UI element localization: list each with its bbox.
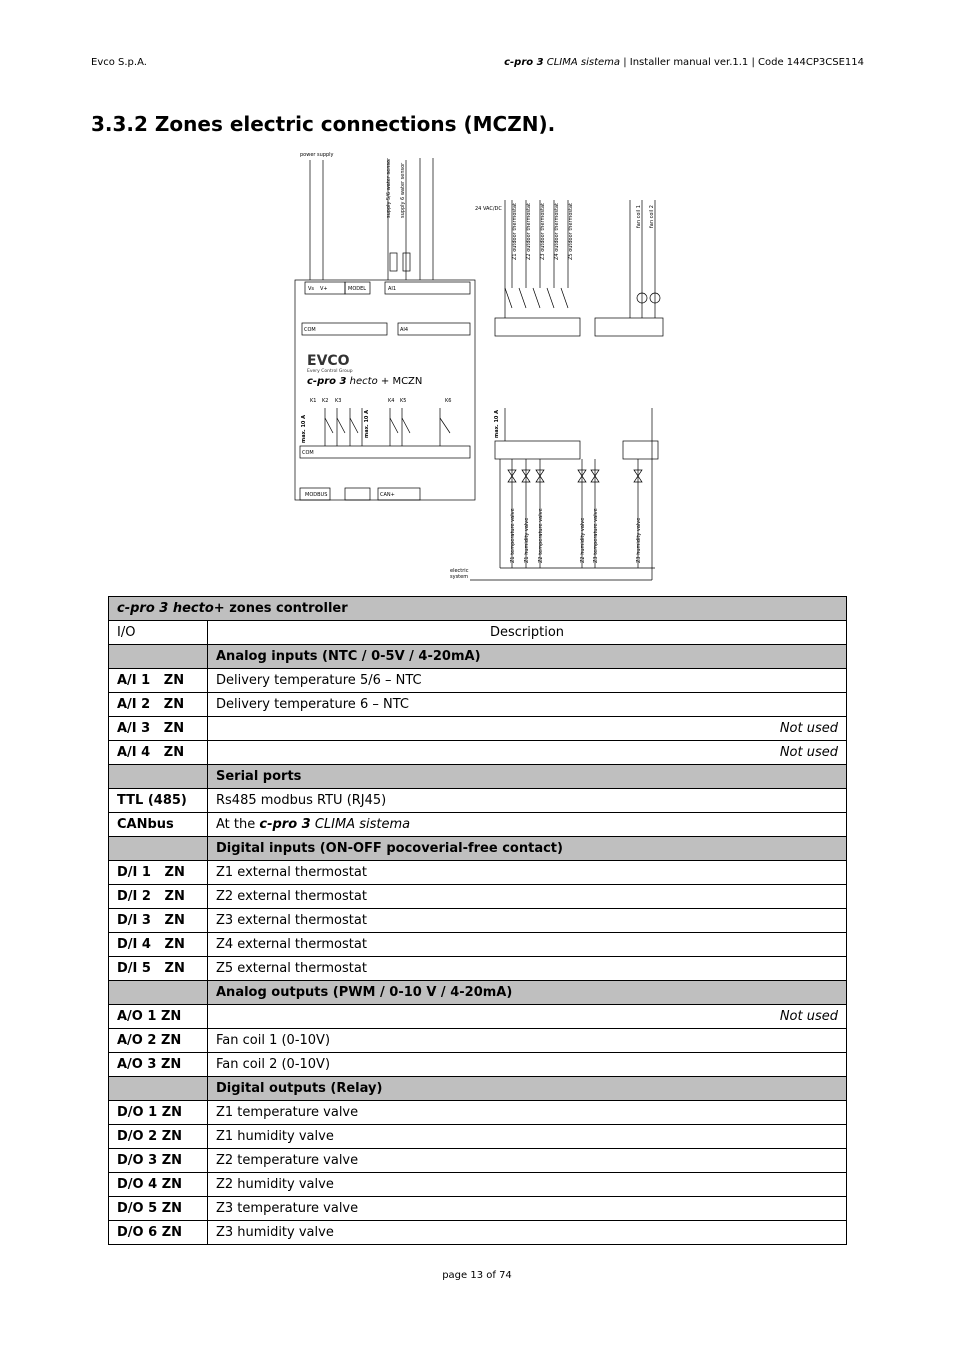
terminal-com: COM (304, 327, 316, 333)
product-italic: hecto (346, 376, 378, 387)
valve-label-2: Z1 humidity valve (524, 517, 530, 563)
io-cell: A/I 3 ZN (109, 717, 208, 741)
terminal-top-right: AI1 (388, 286, 397, 292)
max-label-right: max. 10 A (494, 409, 500, 438)
relay-terminal-com: COM (302, 450, 314, 456)
description-cell: Delivery temperature 6 – NTC (208, 693, 847, 717)
section-row (109, 981, 847, 1005)
header-manual-info (504, 57, 864, 68)
table-row (109, 1029, 847, 1053)
terminal-model: MODEL (348, 286, 367, 292)
table-row (109, 1101, 847, 1125)
table-row (109, 669, 847, 693)
description-cell: Z3 temperature valve (208, 1197, 847, 1221)
valve-label-6: Z3 humidity valve (636, 517, 642, 563)
description-cell: Z2 temperature valve (208, 1149, 847, 1173)
description-cell: Z3 external thermostat (208, 909, 847, 933)
thermostat-label-4: Z4 outdoor thermostat (554, 202, 560, 260)
table-row (109, 909, 847, 933)
relay6-terminal-block-right (623, 441, 658, 459)
description-cell: Rs485 modbus RTU (RJ45) (208, 789, 847, 813)
desc-brand: c-pro 3 (259, 816, 311, 832)
thermostat-label-1: Z1 outdoor thermostat (512, 202, 518, 260)
table-title (109, 597, 847, 621)
description-cell: Not used (208, 741, 847, 765)
section-row (109, 645, 847, 669)
table-row (109, 1149, 847, 1173)
io-cell: D/O 3 ZN (109, 1149, 208, 1173)
description-cell (208, 813, 847, 837)
modbus-label: MODBUS (305, 492, 328, 498)
product-bold: c-pro 3 (307, 376, 347, 387)
section-heading: Analog inputs (NTC / 0-5V / 4-20mA) (208, 645, 847, 669)
page-number: page 13 of 74 (442, 1270, 512, 1281)
table-row (109, 1053, 847, 1077)
relay-k4: K4 (388, 398, 395, 404)
description-cell: Z1 humidity valve (208, 1125, 847, 1149)
section-heading: Digital outputs (Relay) (208, 1077, 847, 1101)
relay-terminal-block-right (495, 441, 580, 459)
table-title-product: c-pro 3 hecto (117, 600, 214, 616)
description-cell: Z4 external thermostat (208, 933, 847, 957)
table-row (109, 933, 847, 957)
io-cell: A/O 3 ZN (109, 1053, 208, 1077)
description-cell: Not used (208, 1005, 847, 1029)
table-row (109, 1005, 847, 1029)
product-rest: + MCZN (377, 376, 423, 387)
thermostat-label-5: Z5 outdoor thermostat (568, 202, 574, 260)
section-title: 3.3.2 Zones electric connections (MCZN). (91, 112, 556, 136)
io-cell: D/I 5 ZN (109, 957, 208, 981)
io-cell: A/O 2 ZN (109, 1029, 208, 1053)
sensor-label-2: supply 6 water sensor (400, 162, 406, 218)
thermostat-label-2: Z2 outdoor thermostat (526, 202, 532, 260)
description-cell: Z5 external thermostat (208, 957, 847, 981)
io-cell: D/O 6 ZN (109, 1221, 208, 1245)
description-cell: Not used (208, 717, 847, 741)
table-row (109, 693, 847, 717)
io-cell: CANbus (109, 813, 208, 837)
section-blank-cell (109, 981, 208, 1005)
description-cell: Z2 humidity valve (208, 1173, 847, 1197)
electric-system-label-2: system (450, 574, 469, 580)
valve-label-1: Z1 temperature valve (510, 508, 516, 563)
description-cell: Fan coil 1 (0-10V) (208, 1029, 847, 1053)
table-row (109, 861, 847, 885)
table-row (109, 957, 847, 981)
relay-k1: K1 (310, 398, 317, 404)
power-supply-label: power supply (300, 152, 334, 158)
col-io-header: I/O (109, 621, 208, 645)
col-desc-header: Description (208, 621, 847, 645)
table-row (109, 1125, 847, 1149)
section-blank-cell (109, 645, 208, 669)
section-row (109, 765, 847, 789)
io-cell: A/O 1 ZN (109, 1005, 208, 1029)
io-cell: D/O 4 ZN (109, 1173, 208, 1197)
section-row (109, 1077, 847, 1101)
valve-label-3: Z2 temperature valve (538, 508, 544, 563)
section-heading: Serial ports (208, 765, 847, 789)
terminal-vplus: V+ (320, 286, 328, 292)
relay-k2: K2 (322, 398, 329, 404)
section-blank-cell (109, 1077, 208, 1101)
table-title-rest: + zones controller (213, 600, 348, 616)
description-cell: Z1 temperature valve (208, 1101, 847, 1125)
table-row (109, 1173, 847, 1197)
controller-box (295, 280, 475, 500)
io-cell: D/O 1 ZN (109, 1101, 208, 1125)
io-cell: A/I 2 ZN (109, 693, 208, 717)
table-row (109, 813, 847, 837)
description-cell: Fan coil 2 (0-10V) (208, 1053, 847, 1077)
max-label-left: max. 10 A (301, 414, 307, 443)
io-cell: A/I 4 ZN (109, 741, 208, 765)
relay-k6: K6 (445, 398, 452, 404)
table-row (109, 741, 847, 765)
fan-coil-label-1: fan coil 1 (636, 205, 642, 228)
relay-k3: K3 (335, 398, 342, 404)
description-cell: Delivery temperature 5/6 – NTC (208, 669, 847, 693)
header-product: CLIMA sistema (543, 57, 621, 68)
table-row (109, 1221, 847, 1245)
io-cell: A/I 1 ZN (109, 669, 208, 693)
table-row (109, 1197, 847, 1221)
relay-k5: K5 (400, 398, 407, 404)
table-row (109, 885, 847, 909)
section-blank-cell (109, 837, 208, 861)
can-label: CAN+ (380, 492, 395, 498)
di-terminal-block (495, 318, 580, 336)
table-row (109, 717, 847, 741)
section-blank-cell (109, 765, 208, 789)
table-row (109, 789, 847, 813)
electric-system-label-1: electric (450, 568, 469, 574)
fan-coil-label-2: fan coil 2 (649, 205, 655, 228)
valve-label-5: Z3 temperature valve (593, 508, 599, 563)
sensor-label-1: supply 5/6 water sensor (386, 157, 392, 218)
ao-terminal-block (595, 318, 663, 336)
description-cell: Z1 external thermostat (208, 861, 847, 885)
evco-tagline: Every Control Group (307, 369, 353, 374)
description-cell: Z3 humidity valve (208, 1221, 847, 1245)
section-heading: Analog outputs (PWM / 0-10 V / 4-20mA) (208, 981, 847, 1005)
thermostat-label-3: Z3 outdoor thermostat (540, 202, 546, 260)
max-label-mid: max. 10 A (364, 409, 370, 438)
header-code: | Installer manual ver.1.1 | Code 144CP3CSE114 (620, 57, 864, 68)
table-title-row (109, 597, 847, 621)
header-brand: c-pro 3 (504, 57, 544, 68)
desc-product: CLIMA sistema (310, 816, 411, 832)
io-cell: D/I 4 ZN (109, 933, 208, 957)
wiring-diagram (290, 148, 670, 588)
io-cell: D/I 1 ZN (109, 861, 208, 885)
evco-logo: EVCO (307, 353, 350, 369)
io-cell: D/O 5 ZN (109, 1197, 208, 1221)
vac-label: 24 VAC/DC (475, 206, 502, 212)
description-cell: Z2 external thermostat (208, 885, 847, 909)
io-table (108, 596, 847, 1245)
header-company: Evco S.p.A. (91, 57, 147, 68)
section-heading: Digital inputs (ON-OFF pocoverial-free contact) (208, 837, 847, 861)
io-cell: D/I 2 ZN (109, 885, 208, 909)
valve-label-4: Z2 humidity valve (580, 517, 586, 563)
section-row (109, 837, 847, 861)
table-header-row (109, 621, 847, 645)
terminal-vs: Vs (308, 286, 315, 292)
desc-prefix: At the (216, 816, 260, 832)
io-cell: D/O 2 ZN (109, 1125, 208, 1149)
io-cell: D/I 3 ZN (109, 909, 208, 933)
product-name (307, 376, 422, 387)
io-cell: TTL (485) (109, 789, 208, 813)
terminal-ai4: AI4 (400, 327, 409, 333)
